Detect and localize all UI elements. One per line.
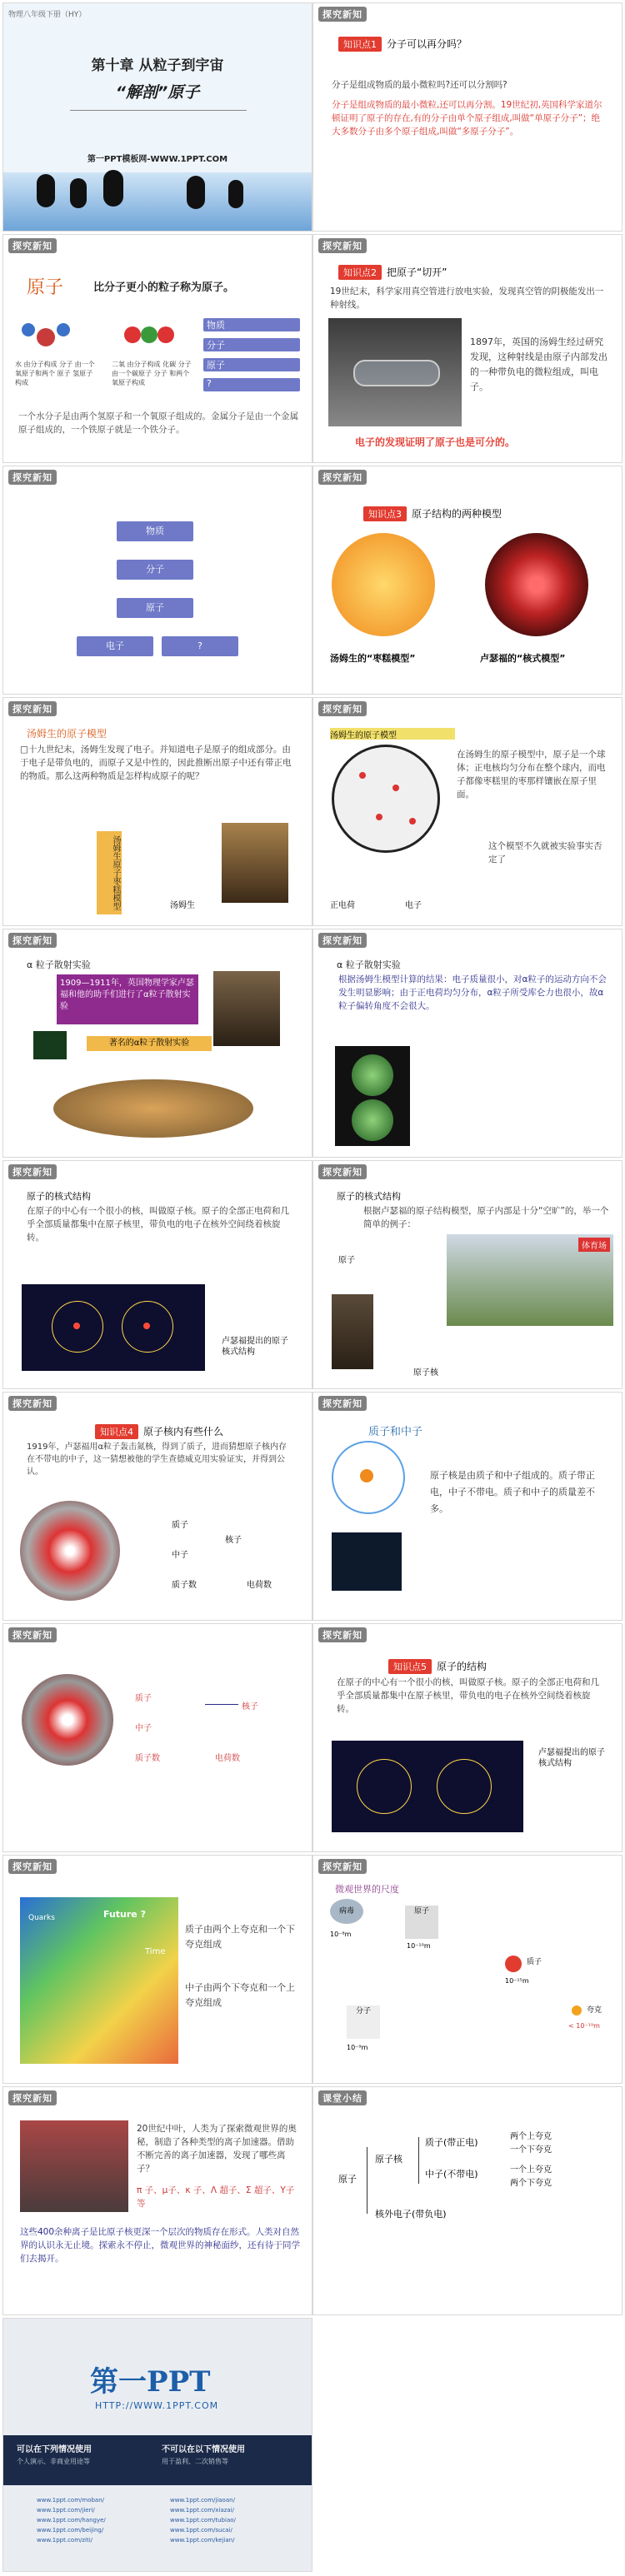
electron-label: 电子 — [405, 901, 422, 910]
particle-image — [332, 1532, 402, 1591]
info-box: 1909—1911年，英国物理学家卢瑟福和他的助手们进行了α粒子散射实验 — [57, 974, 198, 1024]
knowledge-title — [363, 506, 502, 521]
legend-item: 原子 — [203, 358, 300, 371]
co2-caption: 二氧 由分子构成 化碳 分子由一个碳原子 分子 和两个氧原子构成 — [112, 361, 192, 386]
slide-title: 原子的核式结构 — [27, 1191, 91, 1202]
hand-photo — [332, 1294, 373, 1369]
section-header: 探究新知 — [318, 7, 367, 22]
time-label: Time — [145, 1947, 166, 1956]
knowledge-heading: 原子结构的两种模型 — [412, 508, 502, 520]
penguin-icon — [70, 178, 87, 208]
electron-node: 核外电子(带负电) — [375, 2209, 447, 2220]
knowledge-title — [95, 1424, 223, 1439]
right-model-caption: 卢瑟福的“核式模型” — [480, 653, 566, 664]
quarks-label: Quarks — [28, 1914, 55, 1922]
neutron-label: 中子 — [172, 1551, 188, 1560]
slide-21[interactable] — [2, 2318, 312, 2572]
apparatus-image — [53, 1079, 253, 1138]
orbit-icon — [437, 1759, 492, 1814]
closing-text: 这些400余种离子是比原子核更深一个层次的物质存在形式。人类对自然界的认识永无止境。探索永不停止，微观世界的神秘面纱，还有待于同学们去揭开。 — [20, 2227, 300, 2264]
proton-count-label: 质子数 — [135, 1754, 160, 1763]
resource-link[interactable]: www.1ppt.com/moban/ — [37, 2497, 105, 2504]
resource-link[interactable]: www.1ppt.com/sucai/ — [170, 2527, 232, 2534]
nucleon-label: 核子 — [242, 1702, 258, 1712]
future-label: Future ? — [103, 1909, 146, 1920]
resource-link[interactable]: www.1ppt.com/xiazai/ — [170, 2507, 235, 2514]
note-text: 这个模型不久就被实验事实否定了 — [488, 841, 602, 864]
body-text: 1919年，卢瑟福用α粒子轰击氮核，得到了质子，进而猜想原子核内存在不带电的中子，这一猜想被他的学生查德威克用实验证实，并得到公认。 — [27, 1442, 288, 1477]
proton-label: 质子 — [172, 1521, 188, 1530]
quark-node: 两个上夸克 — [510, 2132, 552, 2141]
slide-10[interactable] — [312, 929, 622, 1158]
model-description: 在汤姆生的原子模型中，原子是一个球体；正电核均匀分布在整个球内，而电子都像枣糕里的枣那样镶嵌在原子里面。 — [457, 750, 606, 800]
proton-node — [505, 1956, 522, 1972]
penguin-icon — [228, 180, 243, 208]
hierarchy-item: 物质 — [117, 521, 193, 541]
nucleus-illustration — [20, 1501, 120, 1601]
brand-logo: 第一PPT — [90, 2365, 211, 2399]
scale-label: 10⁻⁹m — [347, 2044, 368, 2051]
slide-18[interactable] — [312, 1855, 622, 2084]
chapter-title: 第十章 从粒子到宇宙 — [91, 57, 224, 74]
slide-title: 质子和中子 — [368, 1426, 423, 1438]
atom-sphere-icon — [352, 1054, 393, 1096]
section-header: 探究新知 — [8, 1627, 57, 1642]
proton-label: 质子 — [135, 1694, 152, 1703]
section-header: 探究新知 — [8, 238, 57, 253]
resource-link[interactable]: www.1ppt.com/tubiao/ — [170, 2517, 236, 2524]
vacuum-tube-photo — [328, 318, 462, 426]
body-text: 根据汤姆生模型计算的结果：电子质量很小，对α粒子的运动方向不会发生明显影响；由于正电荷均匀分布，α粒子所受库仑力也很小，故α粒子偏转角度不会很大。 — [338, 974, 607, 1011]
scale-label: < 10⁻¹⁹m — [568, 2022, 600, 2030]
screen-image — [33, 1031, 67, 1059]
stadium-label: 体育场 — [578, 1238, 610, 1252]
resource-link[interactable]: www.1ppt.com/beijing/ — [37, 2527, 104, 2534]
slide-3[interactable] — [2, 234, 312, 463]
section-header: 探究新知 — [318, 470, 367, 485]
lesson-title: “解剖”原子 — [115, 83, 200, 102]
hierarchy-item: 电子 — [77, 636, 153, 656]
slide-20[interactable] — [312, 2086, 622, 2315]
nuclear-model-image — [332, 1741, 523, 1832]
nucleus-illustration — [22, 1674, 113, 1766]
electron-dot — [409, 818, 416, 825]
knowledge-tag: 知识点3 — [363, 506, 407, 521]
scale-label: 10⁻¹⁰m — [407, 1942, 431, 1950]
conclusion-text: 电子的发现证明了原子也是可分的。 — [355, 436, 516, 448]
knowledge-heading: 把原子“切开” — [387, 267, 448, 278]
section-header: 探究新知 — [318, 1859, 367, 1874]
atom-node: 原子 — [405, 1906, 438, 1939]
oxygen-atom-icon — [158, 326, 174, 343]
rutherford-portrait — [213, 971, 280, 1046]
neutron-label: 中子 — [135, 1724, 152, 1733]
electron-dot — [359, 772, 366, 779]
bracket-line — [418, 2137, 419, 2184]
knowledge-tag: 知识点2 — [338, 265, 382, 280]
section-header: 探究新知 — [318, 238, 367, 253]
slide-19[interactable] — [2, 2086, 312, 2315]
charge-count-label: 电荷数 — [215, 1754, 240, 1763]
orbit-icon — [357, 1759, 412, 1814]
section-header: 探究新知 — [8, 1859, 57, 1874]
link-list — [37, 2495, 106, 2545]
portrait-caption: 汤姆生 — [170, 901, 195, 910]
left-model-caption: 汤姆生的“枣糕模型” — [330, 653, 416, 664]
quark-label: 夸克 — [587, 2006, 602, 2015]
brand-url[interactable]: HTTP://WWW.1PPT.COM — [95, 2400, 219, 2411]
virus-node: 病毒 — [330, 1899, 363, 1924]
slide-8[interactable] — [312, 697, 622, 926]
penguin-icon — [187, 176, 205, 209]
slide-9[interactable] — [2, 929, 312, 1158]
hierarchy-item: 原子 — [117, 598, 193, 618]
plum-pudding-model — [332, 533, 435, 636]
body-text: 根据卢瑟福的原子结构模型，原子内部是十分“空旷”的，举一个简单的例子： — [363, 1206, 609, 1229]
slide-15[interactable] — [2, 1623, 312, 1852]
intro-text: 分子是组成物质的最小微粒吗?还可以分割吗? — [332, 80, 508, 90]
slide-2[interactable] — [312, 2, 622, 232]
section-header: 探究新知 — [8, 2090, 57, 2105]
knowledge-heading: 原子核内有些什么 — [143, 1426, 224, 1437]
quark-node: 一个上夸克 — [510, 2165, 552, 2175]
nuclear-model-image — [22, 1284, 205, 1371]
proton-note: 质子由两个上夸克和一个下夸克组成 — [185, 1924, 295, 1950]
thomson-portrait — [222, 823, 288, 903]
sub-title: α 粒子散射实验 — [27, 959, 91, 970]
slide-14[interactable] — [312, 1392, 622, 1621]
nuclear-model — [485, 533, 588, 636]
knowledge-question: 分子可以再分吗？ — [387, 38, 468, 50]
molecule-node: 分子 — [347, 2005, 380, 2039]
particle-timeline-image — [20, 1897, 178, 2064]
section-header: 探究新知 — [318, 1164, 367, 1179]
neutron-note: 中子由两个下夸克和一个上夸克组成 — [185, 1982, 295, 2008]
penguin-icon — [37, 174, 55, 207]
site-label: 第一PPT模板网-WWW.1PPT.COM — [87, 155, 228, 164]
proton-count-label: 质子数 — [172, 1581, 197, 1590]
thomson-text: 1897年，英国的汤姆生经过研究发现，这种射线是由原子内部发出的一种带负电的微粒组成，叫电子。 — [470, 336, 608, 392]
section-header: 探究新知 — [8, 1164, 57, 1179]
legend-item: 分子 — [203, 338, 300, 351]
accelerator-photo — [20, 2120, 128, 2212]
link-list — [170, 2495, 236, 2545]
body-text: 一个水分子是由两个氢原子和一个氧原子组成的。金属分子是由一个金属原子组成的，一个铁原子就是一个铁分子。 — [18, 411, 298, 435]
knowledge-heading: 原子的结构 — [437, 1661, 488, 1672]
carbon-atom-icon — [141, 326, 158, 343]
proton-label: 质子 — [527, 1958, 542, 1966]
sub-title: α 粒子散射实验 — [337, 959, 401, 970]
body-text: 在原子的中心有一个很小的核，叫做原子核。原子的全部正电荷和几乎全部质量都集中在原子核里，带负电的电子在核外空间绕着核旋转。 — [337, 1677, 599, 1714]
knowledge-tag: 知识点4 — [95, 1424, 138, 1439]
section-header: 探究新知 — [8, 1396, 57, 1411]
body-text: 20世纪中叶，人类为了探索微观世界的奥秘，制造了各种类型的离子加速器。借助不断完善的离子加速器，发现了哪些离子？ — [137, 2124, 297, 2174]
scale-label: 10⁻⁸m — [330, 1931, 352, 1938]
slide-12[interactable] — [312, 1160, 622, 1389]
legend-item: ? — [203, 378, 300, 391]
knowledge-title — [338, 37, 467, 52]
penguin-icon — [103, 170, 123, 207]
positive-label: 正电荷 — [330, 901, 355, 910]
nucleus-icon — [143, 1323, 150, 1329]
root-node: 原子 — [338, 2174, 357, 2185]
knowledge-tag: 知识点5 — [388, 1659, 432, 1674]
quark-node: 一个下夸克 — [510, 2145, 552, 2155]
slide-title: 原子的核式结构 — [337, 1191, 401, 1202]
vertical-label: 汤姆生原子枣糕模型 — [97, 831, 122, 914]
knowledge-tag: 知识点1 — [338, 37, 382, 52]
allowed-text: 个人演示、非商业用途等 — [17, 2458, 90, 2465]
section-header: 探究新知 — [318, 701, 367, 716]
model-caption: 卢瑟福提出的原子核式结构 — [538, 1748, 605, 1768]
nucleus-label: 原子核 — [413, 1368, 438, 1378]
hydrogen-atom-icon — [57, 323, 70, 336]
quark-node — [572, 2005, 582, 2015]
oxygen-atom-icon — [124, 326, 141, 343]
body-text: □十九世纪末，汤姆生发现了电子。并知道电子是原子的组成部分。由于电子是带负电的，而原子又是中性的，因此推断出原子中还有带正电的物质。那么这两种物质是怎样构成原子的呢？ — [20, 745, 292, 781]
divider — [70, 110, 247, 111]
oxygen-atom-icon — [37, 328, 55, 346]
resource-link[interactable]: www.1ppt.com/hangye/ — [37, 2517, 106, 2524]
slide-11[interactable] — [2, 1160, 312, 1389]
resource-link[interactable]: www.1ppt.com/jiaoan/ — [170, 2497, 235, 2504]
resource-link[interactable]: www.1ppt.com/ziti/ — [37, 2537, 93, 2544]
slide-6[interactable] — [312, 466, 622, 695]
forbidden-title: 不可以在以下情况使用 — [162, 2445, 245, 2454]
nucleus-icon — [73, 1323, 80, 1329]
electron-dot — [392, 785, 399, 791]
slide-13[interactable] — [2, 1392, 312, 1621]
slide-7[interactable] — [2, 697, 312, 926]
scale-label: 10⁻¹⁵m — [505, 1977, 529, 1985]
nucleus-icon — [360, 1469, 373, 1482]
knowledge-title — [338, 265, 447, 280]
slide-5[interactable] — [2, 466, 312, 695]
quark-node: 两个下夸克 — [510, 2179, 552, 2188]
usage-banner — [3, 2435, 312, 2485]
charge-count-label: 电荷数 — [247, 1581, 272, 1590]
resource-link[interactable]: www.1ppt.com/kejian/ — [170, 2537, 235, 2544]
slide-cover[interactable] — [2, 2, 312, 232]
slide-4[interactable] — [312, 234, 622, 463]
section-header: 探究新知 — [8, 933, 57, 948]
particles-text: π 子、μ子、κ 子、Λ 超子、Σ 超子、Υ子等 — [137, 2185, 295, 2209]
nucleon-label: 核子 — [225, 1536, 242, 1545]
connector-line — [205, 1704, 238, 1705]
resource-link[interactable]: www.1ppt.com/jieri/ — [37, 2507, 95, 2514]
section-header: 探究新知 — [8, 470, 57, 485]
water-caption: 水 由分子构成 分子 由一个氧原子和两个 原子 氢原子构成 — [15, 361, 95, 386]
nucleus-node: 原子核 — [375, 2154, 402, 2165]
hierarchy-item: 分子 — [117, 560, 193, 580]
slide-16[interactable] — [312, 1623, 622, 1852]
scatter-diagram — [335, 1046, 410, 1146]
section-header: 课堂小结 — [318, 2090, 367, 2105]
legend-item: 物质 — [203, 318, 300, 331]
electron-dot — [376, 814, 382, 820]
hierarchy-item: ? — [162, 636, 238, 656]
slide-title: 汤姆生的原子模型 — [330, 728, 455, 740]
section-header: 探究新知 — [318, 1627, 367, 1642]
atom-sphere-icon — [352, 1099, 393, 1141]
proton-node: 质子(带正电) — [425, 2137, 478, 2148]
forbidden-text: 用于盈利、二次销售等 — [162, 2458, 228, 2465]
section-header: 探究新知 — [318, 1396, 367, 1411]
course-label: 物理八年级下册（HY） — [8, 11, 87, 19]
knowledge-title — [388, 1659, 487, 1674]
atom-model-diagram — [332, 745, 440, 853]
tube-icon — [353, 360, 440, 386]
allowed-title: 可以在下列情况使用 — [17, 2445, 92, 2454]
explanation-text: 分子是组成物质的最小微粒,还可以再分割。19世纪初,英国科学家道尔顿证明了原子的存在,有的分子由单个原子组成,叫做“单原子分子”；绝大多数分子由多个原子组成,叫做“多原子分子”。 — [332, 100, 602, 137]
atom-word: 原子 — [27, 277, 64, 298]
caption-box: 著名的α粒子散射实验 — [87, 1036, 212, 1051]
slide-title: 微观世界的尺度 — [335, 1884, 399, 1895]
atom-label: 原子 — [338, 1256, 355, 1265]
neutron-node: 中子(不带电) — [425, 2169, 478, 2180]
intro-text: 19世纪末，科学家用真空管进行放电实验，发现真空管的阴极能发出一种射线。 — [330, 286, 604, 310]
slide-17[interactable] — [2, 1855, 312, 2084]
slide-title: 汤姆生的原子模型 — [27, 728, 108, 740]
bracket-line — [367, 2147, 368, 2214]
body-text: 原子核是由质子和中子组成的。质子带正电，中子不带电。质子和中子的质量差不多。 — [430, 1470, 595, 1514]
lead-text: 比分子更小的粒子称为原子。 — [93, 282, 235, 294]
model-caption: 卢瑟福提出的原子核式结构 — [222, 1337, 288, 1357]
body-text: 在原子的中心有一个很小的核，叫做原子核。原子的全部正电荷和几乎全部质量都集中在原子核里，带负电的电子在核外空间绕着核旋转。 — [27, 1206, 289, 1243]
section-header: 探究新知 — [8, 701, 57, 716]
hydrogen-atom-icon — [22, 323, 35, 336]
section-header: 探究新知 — [318, 933, 367, 948]
